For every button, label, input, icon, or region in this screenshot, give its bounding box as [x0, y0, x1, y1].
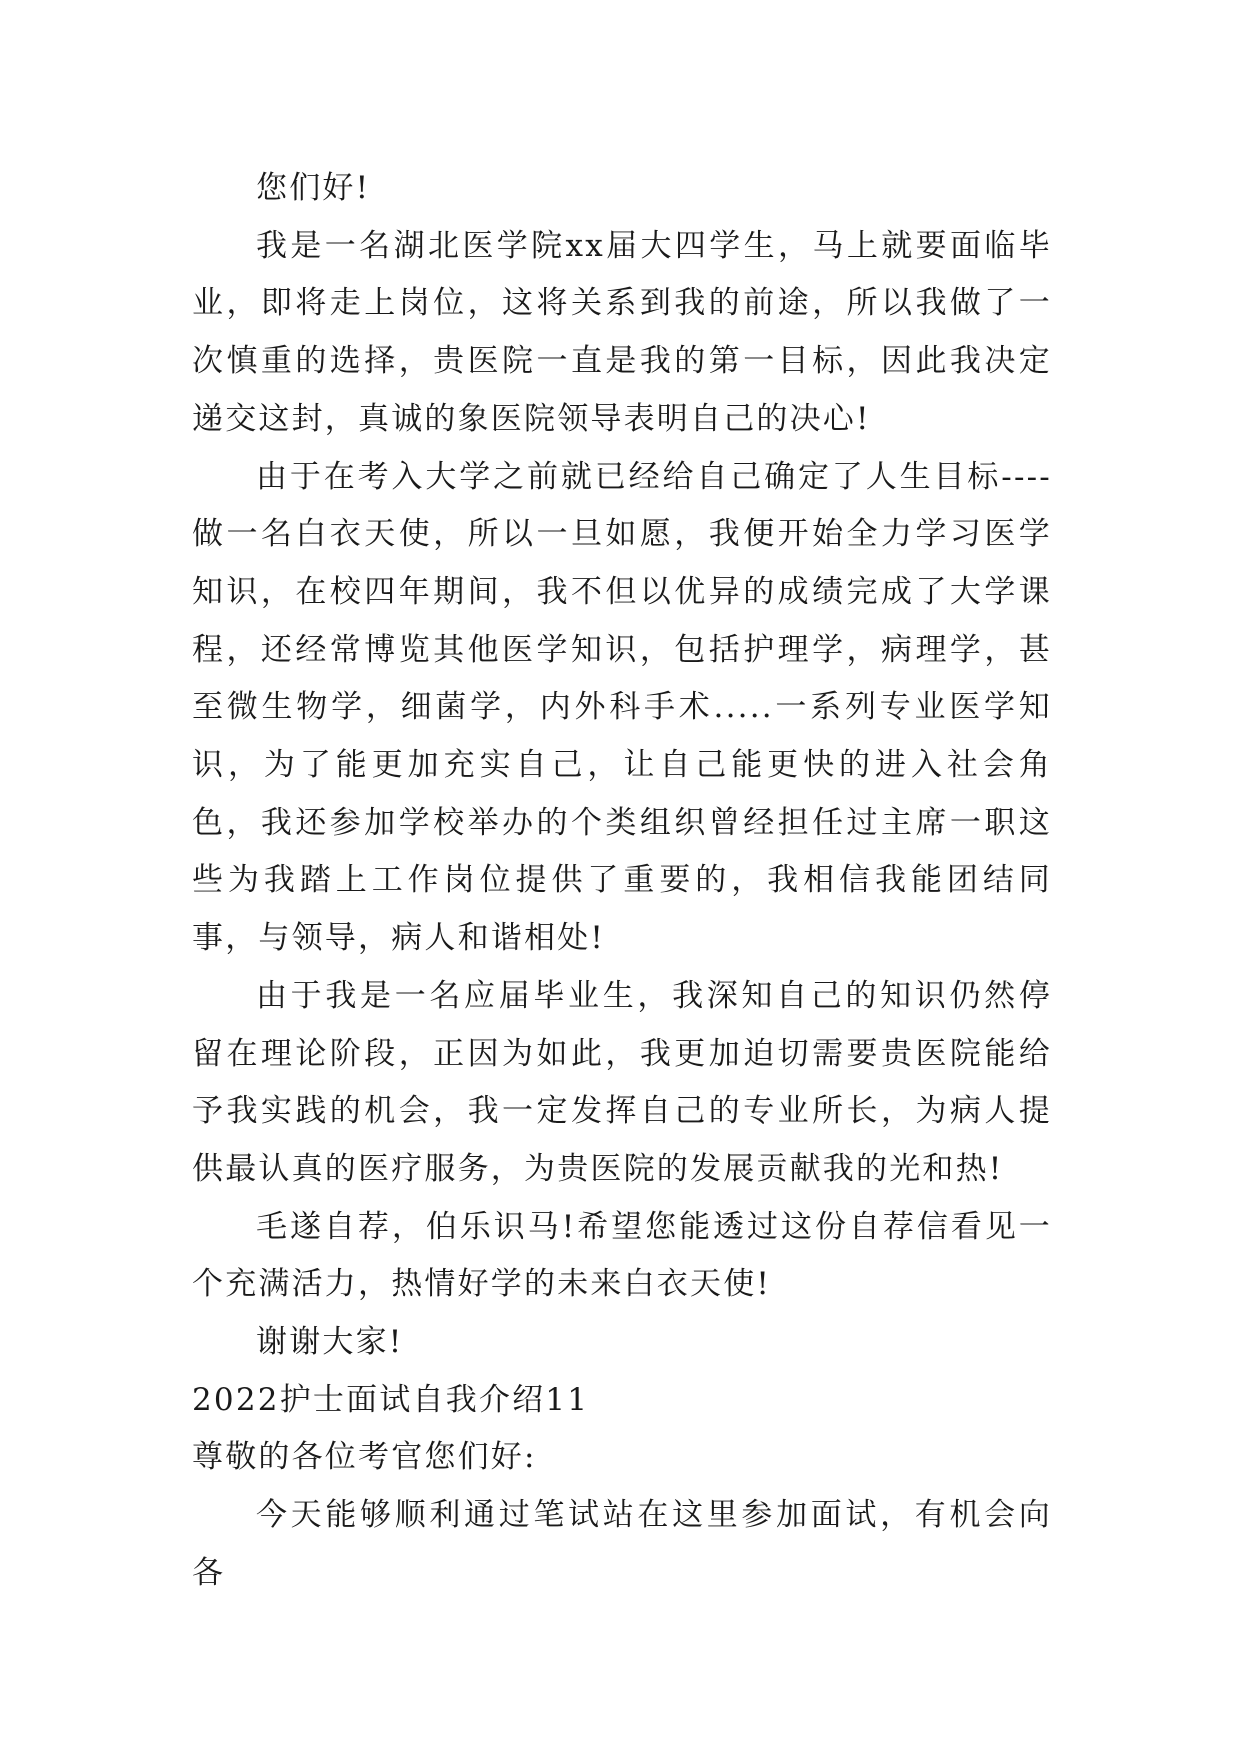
paragraph-study-background: 由于在考入大学之前就已经给自己确定了人生目标----做一名白衣天使，所以一旦如愿，我便开始全力学习医学知识，在校四年期间，我不但以优异的成绩完成了大学课程，还经常博览其他医学知识，包括护理学，病理学，甚至微生物学，细菌学，内外科手术.....一系列专业医学知识，为了能更加充实自己，让自己能更快的进入社会角色，我还参加学校举办的个类组织曾经担任过主席一职这些为我踏上工作岗位提供了重要的，我相信我能团结同事，与领导，病人和谐相处! — [192, 458, 1052, 957]
paragraph-self-recommendation: 毛遂自荐，伯乐识马!希望您能透过这份自荐信看见一个充满活力，热情好学的未来白衣天使! — [192, 1208, 1052, 1303]
greeting-line: 尊敬的各位考官您们好: — [192, 1439, 537, 1476]
paragraph-thanks: 谢谢大家! — [256, 1324, 404, 1361]
document-body — [192, 160, 1052, 1603]
paragraph-request-opportunity: 由于我是一名应届毕业生，我深知自己的知识仍然停留在理论阶段，正因为如此，我更加迫切需要贵医院能给予我实践的机会，我一定发挥自己的专业所长，为病人提供最认真的医疗服务，为贵医院的发展贡献我的光和热! — [192, 977, 1052, 1187]
paragraph-introduction: 我是一名湖北医学院xx届大四学生，马上就要面临毕业，即将走上岗位，这将关系到我的前途，所以我做了一次慎重的选择，贵医院一直是我的第一目标，因此我决定递交这封，真诚的象医院领导表明自己的决心! — [192, 227, 1052, 437]
paragraph-opening: 今天能够顺利通过笔试站在这里参加面试，有机会向各 — [192, 1497, 1052, 1591]
paragraph-greeting-salutation: 您们好! — [256, 170, 371, 206]
section-title: 2022护士面试自我介绍11 — [192, 1381, 590, 1418]
